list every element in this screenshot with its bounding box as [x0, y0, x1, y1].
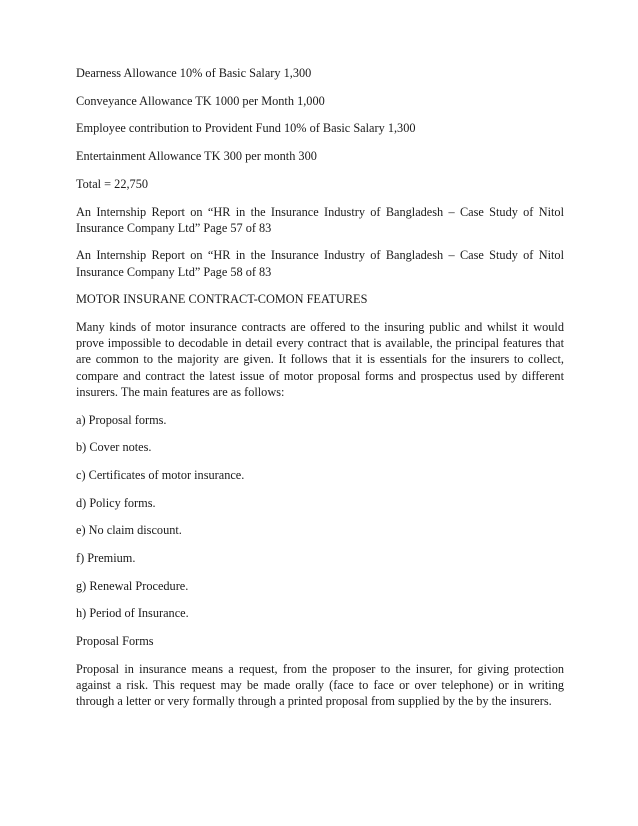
feature-item: g) Renewal Procedure. [76, 578, 189, 593]
feature-item: h) Period of Insurance. [76, 606, 189, 621]
employee-contribution-line: Employee contribution to Provident Fund 10% of Basic Salary 1,300 [76, 121, 416, 136]
feature-item: e) No claim discount. [76, 523, 182, 538]
intro-paragraph: Many kinds of motor insurance contracts are offered to the insuring public and whilst it would prove impossible to decodable in detail every contract that is available, the principal features that are common to the majority are given. It follows that it is essentials for the insurers to collect, compare and contract the latest issue of motor proposal forms and prospectus used by different insurers. The main features are as follows: [76, 320, 564, 399]
dearness-allowance-line: Dearness Allowance 10% of Basic Salary 1,300 [76, 66, 312, 80]
proposal-forms-subheading: Proposal Forms [76, 634, 154, 649]
feature-item: d) Policy forms. [76, 495, 156, 510]
total-line: Total = 22,750 [76, 176, 148, 191]
section-heading: MOTOR INSURANE CONTRACT-COMON FEATURES [76, 292, 368, 307]
report-reference: An Internship Report on “HR in the Insurance Industry of Bangladesh – Case Study of Nitol Insurance Company Ltd” Page 57 of 83 [76, 204, 564, 235]
feature-item: b) Cover notes. [76, 440, 152, 455]
conveyance-allowance-line: Conveyance Allowance TK 1000 per Month 1,000 [76, 93, 325, 108]
proposal-paragraph: Proposal in insurance means a request, from the proposer to the insurer, for giving protection against a risk. This request may be made orally (face to face or over telephone) or in writing through a letter or very formally through a printed proposal from supplied by the by the insurers. [76, 661, 564, 709]
report-reference: An Internship Report on “HR in the Insurance Industry of Bangladesh – Case Study of Nitol Insurance Company Ltd” Page 58 of 83 [76, 248, 564, 279]
entertainment-allowance-line: Entertainment Allowance TK 300 per month 300 [76, 149, 317, 164]
feature-item: f) Premium. [76, 551, 136, 566]
feature-item: c) Certificates of motor insurance. [76, 467, 245, 482]
feature-item: a) Proposal forms. [76, 412, 167, 427]
document-page [76, 65, 564, 721]
